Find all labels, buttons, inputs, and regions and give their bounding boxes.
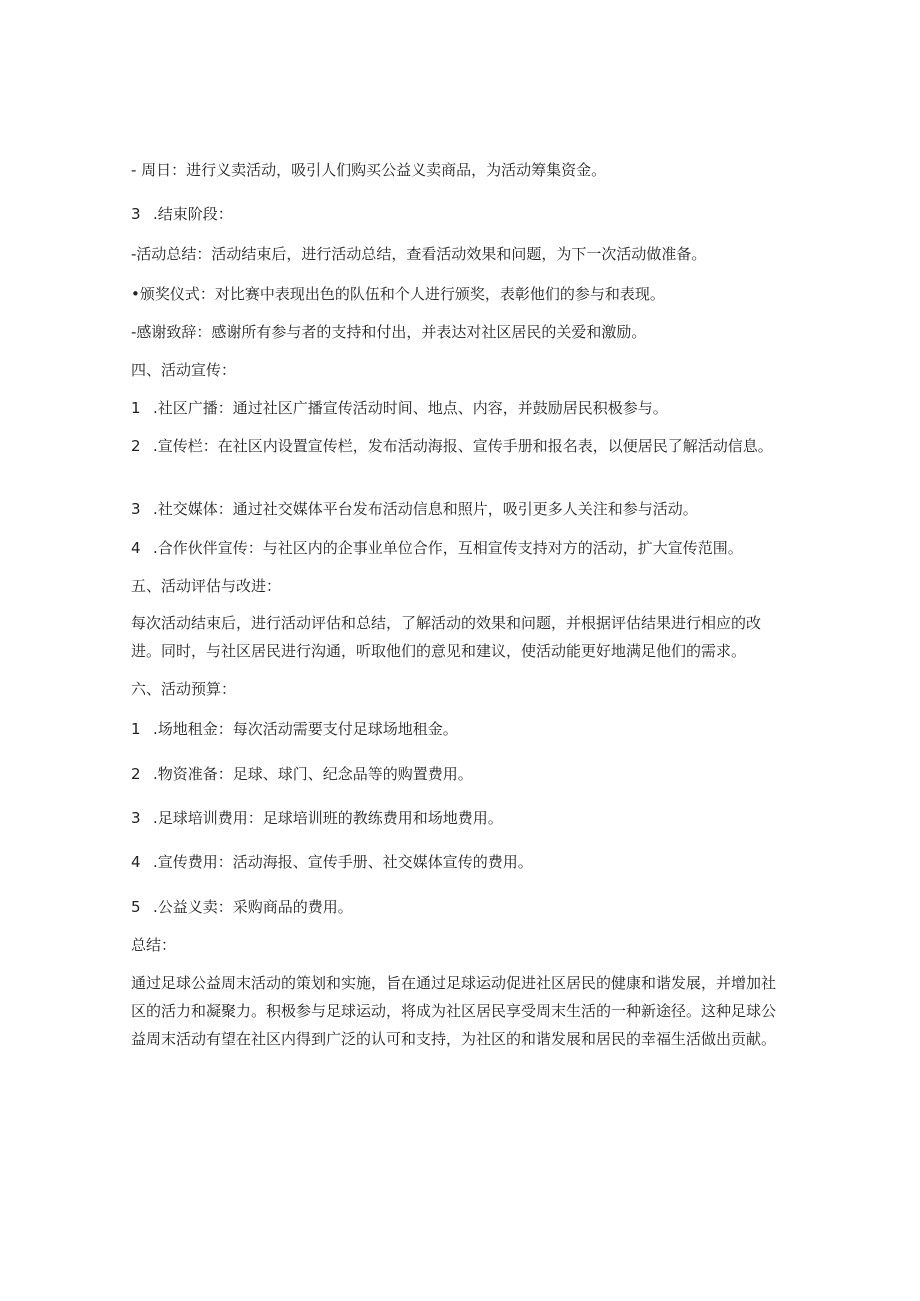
- item-number: 4: [131, 539, 141, 557]
- thanks-speech-line: -感谢致辞：感谢所有参与者的支持和付出，并表达对社区居民的关爱和激励。: [131, 323, 647, 341]
- summary-paragraph: 通过足球公益周末活动的策划和实施，旨在通过足球运动促进社区居民的健康和谐发展，并增加社区的活力和凝聚力。积极参与足球运动，将成为社区居民享受周末生活的一种新途径。这种足球公益周末活动有望在社区内得到广泛的认可和支持，为社区的和谐发展和居民的幸福生活做出贡献。: [131, 974, 777, 1048]
- section-heading-budget: 六、活动预算：: [131, 680, 237, 698]
- item-text: .结束阶段：: [153, 205, 233, 223]
- budget-item-5: [131, 896, 791, 918]
- sunday-charity-line: - 周日：进行义卖活动，吸引人们购买公益义卖商品，为活动筹集资金。: [131, 161, 607, 179]
- item-text: .宣传栏：在社区内设置宣传栏，发布活动海报、宣传手册和报名表，以便居民了解活动信息。: [153, 437, 773, 455]
- item-number: 1: [131, 399, 141, 417]
- promotion-item-1: [131, 397, 791, 419]
- item-text: .社交媒体：通过社交媒体平台发布活动信息和照片，吸引更多人关注和参与活动。: [153, 500, 698, 518]
- item-number: 4: [131, 853, 141, 871]
- item-text: .合作伙伴宣传：与社区内的企事业单位合作，互相宣传支持对方的活动，扩大宣传范围。: [153, 539, 743, 557]
- section-heading-promotion: 四、活动宣传：: [131, 361, 237, 379]
- promotion-item-3: [131, 498, 791, 520]
- item-text: .宣传费用：活动海报、宣传手册、社交媒体宣传的费用。: [153, 853, 533, 871]
- item-number: 1: [131, 720, 141, 738]
- summary-heading: 总结：: [131, 936, 177, 954]
- budget-item-3: [131, 807, 791, 829]
- evaluation-paragraph: 每次活动结束后，进行活动评估和总结，了解活动的效果和问题，并根据评估结果进行相应的改进。同时，与社区居民进行沟通，听取他们的意见和建议，使活动能更好地满足他们的需求。: [131, 614, 762, 660]
- promotion-item-4: [131, 537, 791, 559]
- closing-phase-heading: [131, 203, 791, 225]
- award-ceremony-line: •颁奖仪式：对比赛中表现出色的队伍和个人进行颁奖，表彰他们的参与和表现。: [131, 285, 665, 303]
- item-text: .公益义卖：采购商品的费用。: [153, 898, 353, 916]
- budget-item-4: [131, 851, 791, 873]
- budget-item-1: [131, 718, 791, 740]
- item-text: .足球培训费用：足球培训班的教练费用和场地费用。: [153, 809, 503, 827]
- item-number: 3: [131, 205, 141, 223]
- item-number: 3: [131, 809, 141, 827]
- budget-item-2: [131, 763, 791, 785]
- item-number: 2: [131, 765, 141, 783]
- item-number: 3: [131, 500, 141, 518]
- section-heading-evaluation: 五、活动评估与改进：: [131, 577, 282, 595]
- item-number: 2: [131, 437, 141, 455]
- promotion-item-2: [131, 432, 783, 460]
- item-text: .社区广播：通过社区广播宣传活动时间、地点、内容，并鼓励居民积极参与。: [153, 399, 668, 417]
- item-text: .物资准备：足球、球门、纪念品等的购置费用。: [153, 765, 473, 783]
- item-number: 5: [131, 898, 141, 916]
- activity-summary-line: -活动总结：活动结束后，进行活动总结，查看活动效果和问题，为下一次活动做准备。: [131, 245, 707, 263]
- item-text: .场地租金：每次活动需要支付足球场地租金。: [153, 720, 458, 738]
